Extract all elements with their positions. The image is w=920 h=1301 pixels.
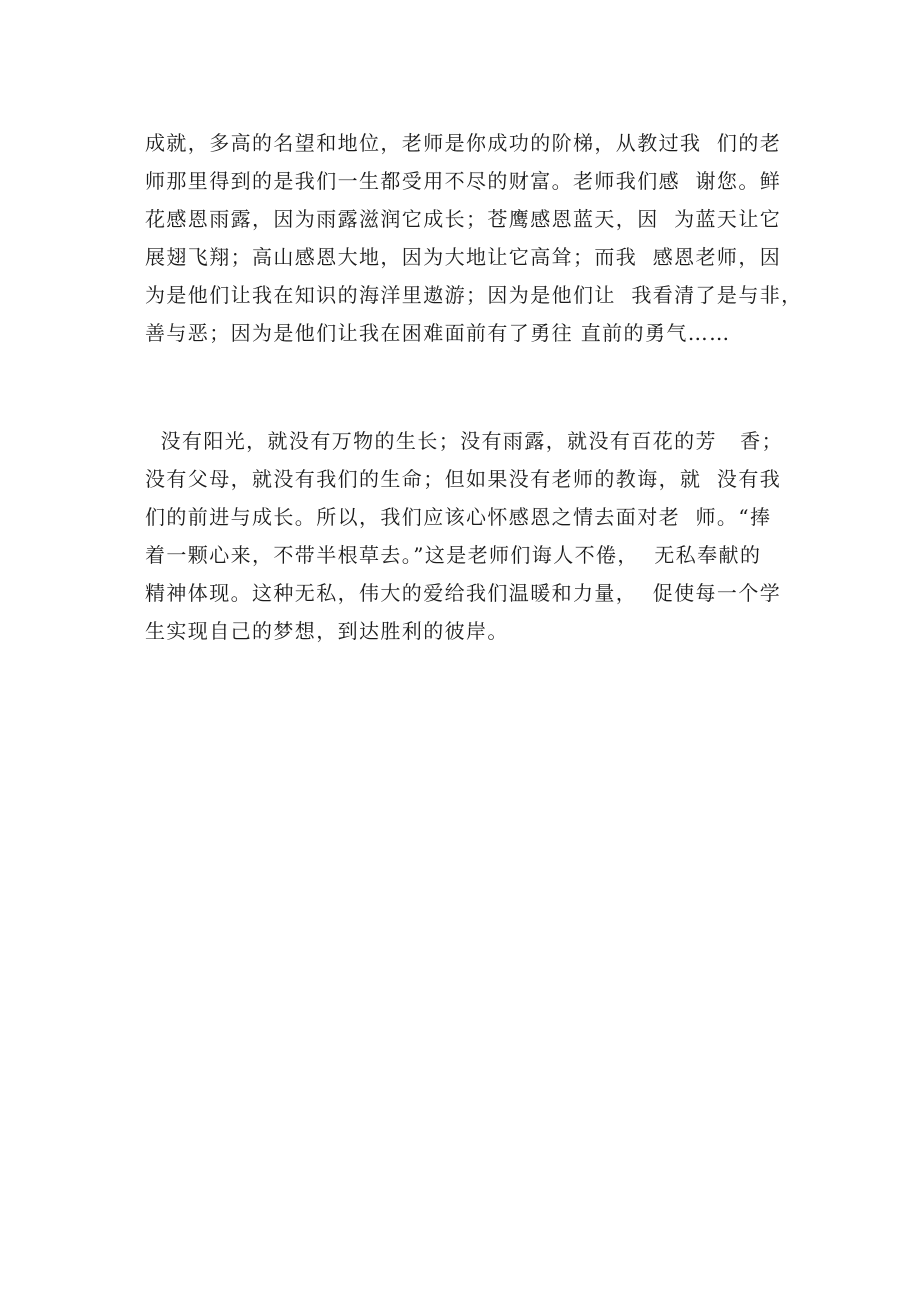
paragraph-1 xyxy=(145,124,815,352)
text-line: 成就，多高的名望和地位，老师是你成功的阶梯，从教过我 们的老 xyxy=(145,131,782,155)
text-line: 善与恶；因为是他们让我在困难面前有了勇往 直前的勇气…… xyxy=(145,321,731,345)
text-line: 们的前进与成长。所以，我们应该心怀感恩之情去面对老 师。“捧 xyxy=(145,505,772,529)
text-line: 精神体现。这种无私，伟大的爱给我们温暖和力量， 促使每一个学 xyxy=(145,581,782,605)
text-line: 花感恩雨露，因为雨露滋润它成长；苍鹰感恩蓝天，因 为蓝天让它 xyxy=(145,207,782,231)
text-line: 着一颗心来，不带半根草去。”这是老师们诲人不倦， 无私奉献的 xyxy=(145,543,762,567)
text-line: 没有父母，就没有我们的生命；但如果没有老师的教诲，就 没有我 xyxy=(145,467,782,491)
text-line: 师那里得到的是我们一生都受用不尽的财富。老师我们感 谢您。鲜 xyxy=(145,169,782,193)
text-line: 没有阳光，就没有万物的生长；没有雨露，就没有百花的芳 香； xyxy=(145,429,783,453)
paragraph-2 xyxy=(145,422,815,650)
text-line: 生实现自己的梦想，到达胜利的彼岸。 xyxy=(145,619,509,643)
text-line: 展翅飞翔；高山感恩大地，因为大地让它高耸；而我 感恩老师，因 xyxy=(145,245,782,269)
text-line: 为是他们让我在知识的海洋里遨游；因为是他们让 我看清了是与非， xyxy=(145,283,803,307)
